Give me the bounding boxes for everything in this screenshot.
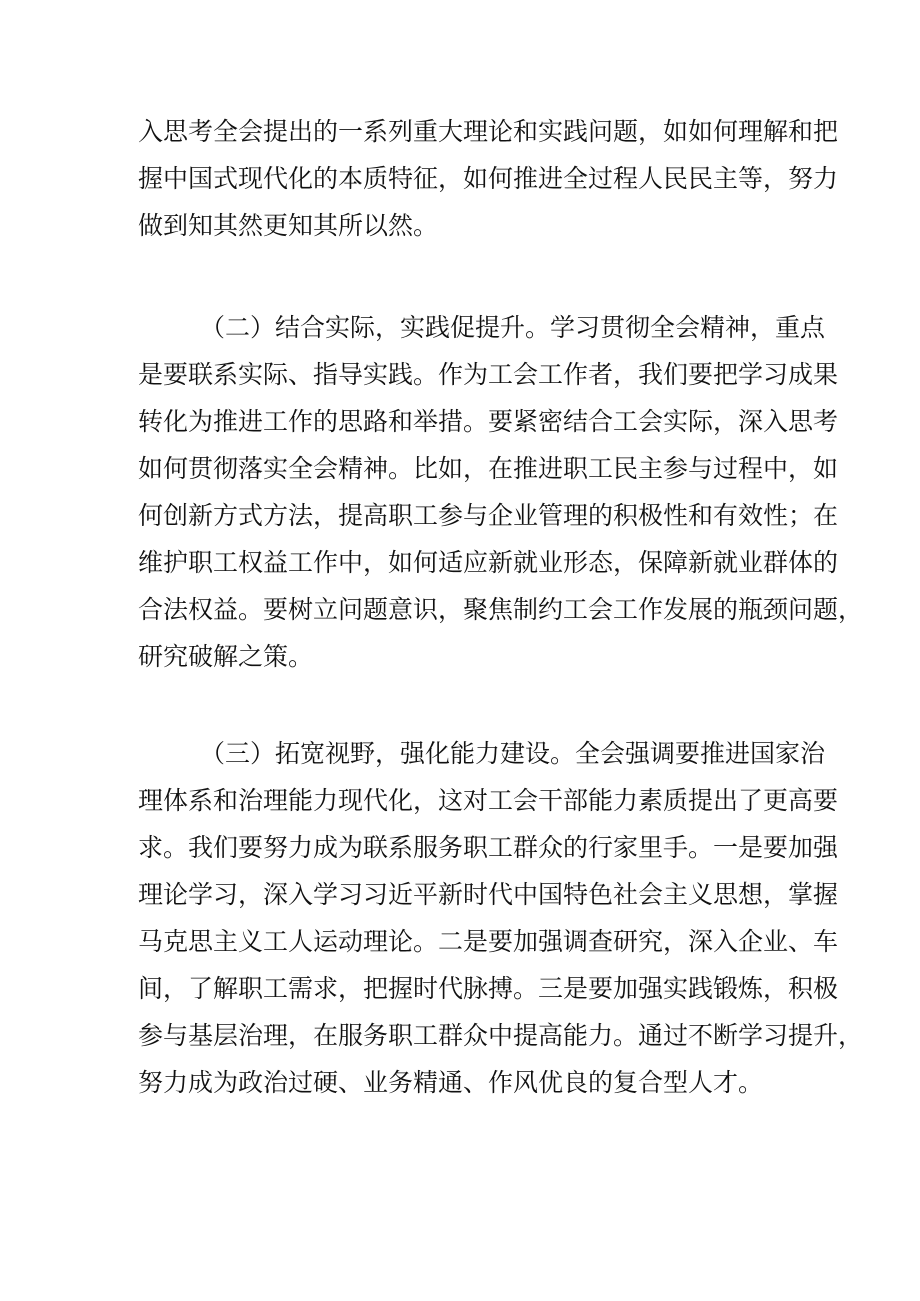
text-line: 入思考全会提出的一系列重大理论和实践问题，如如何理解和把 [138, 117, 839, 146]
text-line: 转化为推进工作的思路和举措。要紧密结合工会实际，深入思考 [138, 407, 839, 436]
section-heading-line: （二）结合实际，实践促提升。学习贯彻全会精神，重点 [200, 313, 826, 342]
text-line: 如何贯彻落实全会精神。比如，在推进职工民主参与过程中，如 [138, 454, 839, 483]
text-line: 理体系和治理能力现代化，这对工会干部能力素质提出了更高要 [138, 786, 839, 815]
text-line: 握中国式现代化的本质特征，如何推进全过程人民民主等，努力 [138, 164, 839, 193]
paragraph-continuation [138, 108, 839, 249]
text-line: 努力成为政治过硬、业务精通、作风优良的复合型人才。 [138, 1068, 764, 1097]
paragraph-section-3 [138, 730, 864, 1106]
text-line: 间，了解职工需求，把握时代脉搏。三是要加强实践锻炼，积极 [138, 974, 839, 1003]
text-line: 求。我们要努力成为联系服务职工群众的行家里手。一是要加强 [138, 833, 839, 862]
paragraph-section-2 [138, 304, 864, 680]
text-line: 理论学习，深入学习习近平新时代中国特色社会主义思想，掌握 [138, 880, 839, 909]
text-line: 参与基层治理，在服务职工群众中提高能力。通过不断学习提升， [138, 1021, 864, 1050]
section-heading-line: （三）拓宽视野，强化能力建设。全会强调要推进国家治 [200, 739, 826, 768]
text-line: 研究破解之策。 [138, 642, 314, 671]
text-line: 维护职工权益工作中，如何适应新就业形态，保障新就业群体的 [138, 548, 839, 577]
text-line: 合法权益。要树立问题意识，聚焦制约工会工作发展的瓶颈问题， [138, 595, 864, 624]
text-line: 做到知其然更知其所以然。 [138, 211, 439, 240]
text-line: 是要联系实际、指导实践。作为工会工作者，我们要把学习成果 [138, 360, 839, 389]
text-line: 何创新方式方法，提高职工参与企业管理的积极性和有效性；在 [138, 501, 839, 530]
text-line: 马克思主义工人运动理论。二是要加强调查研究，深入企业、车 [138, 927, 839, 956]
